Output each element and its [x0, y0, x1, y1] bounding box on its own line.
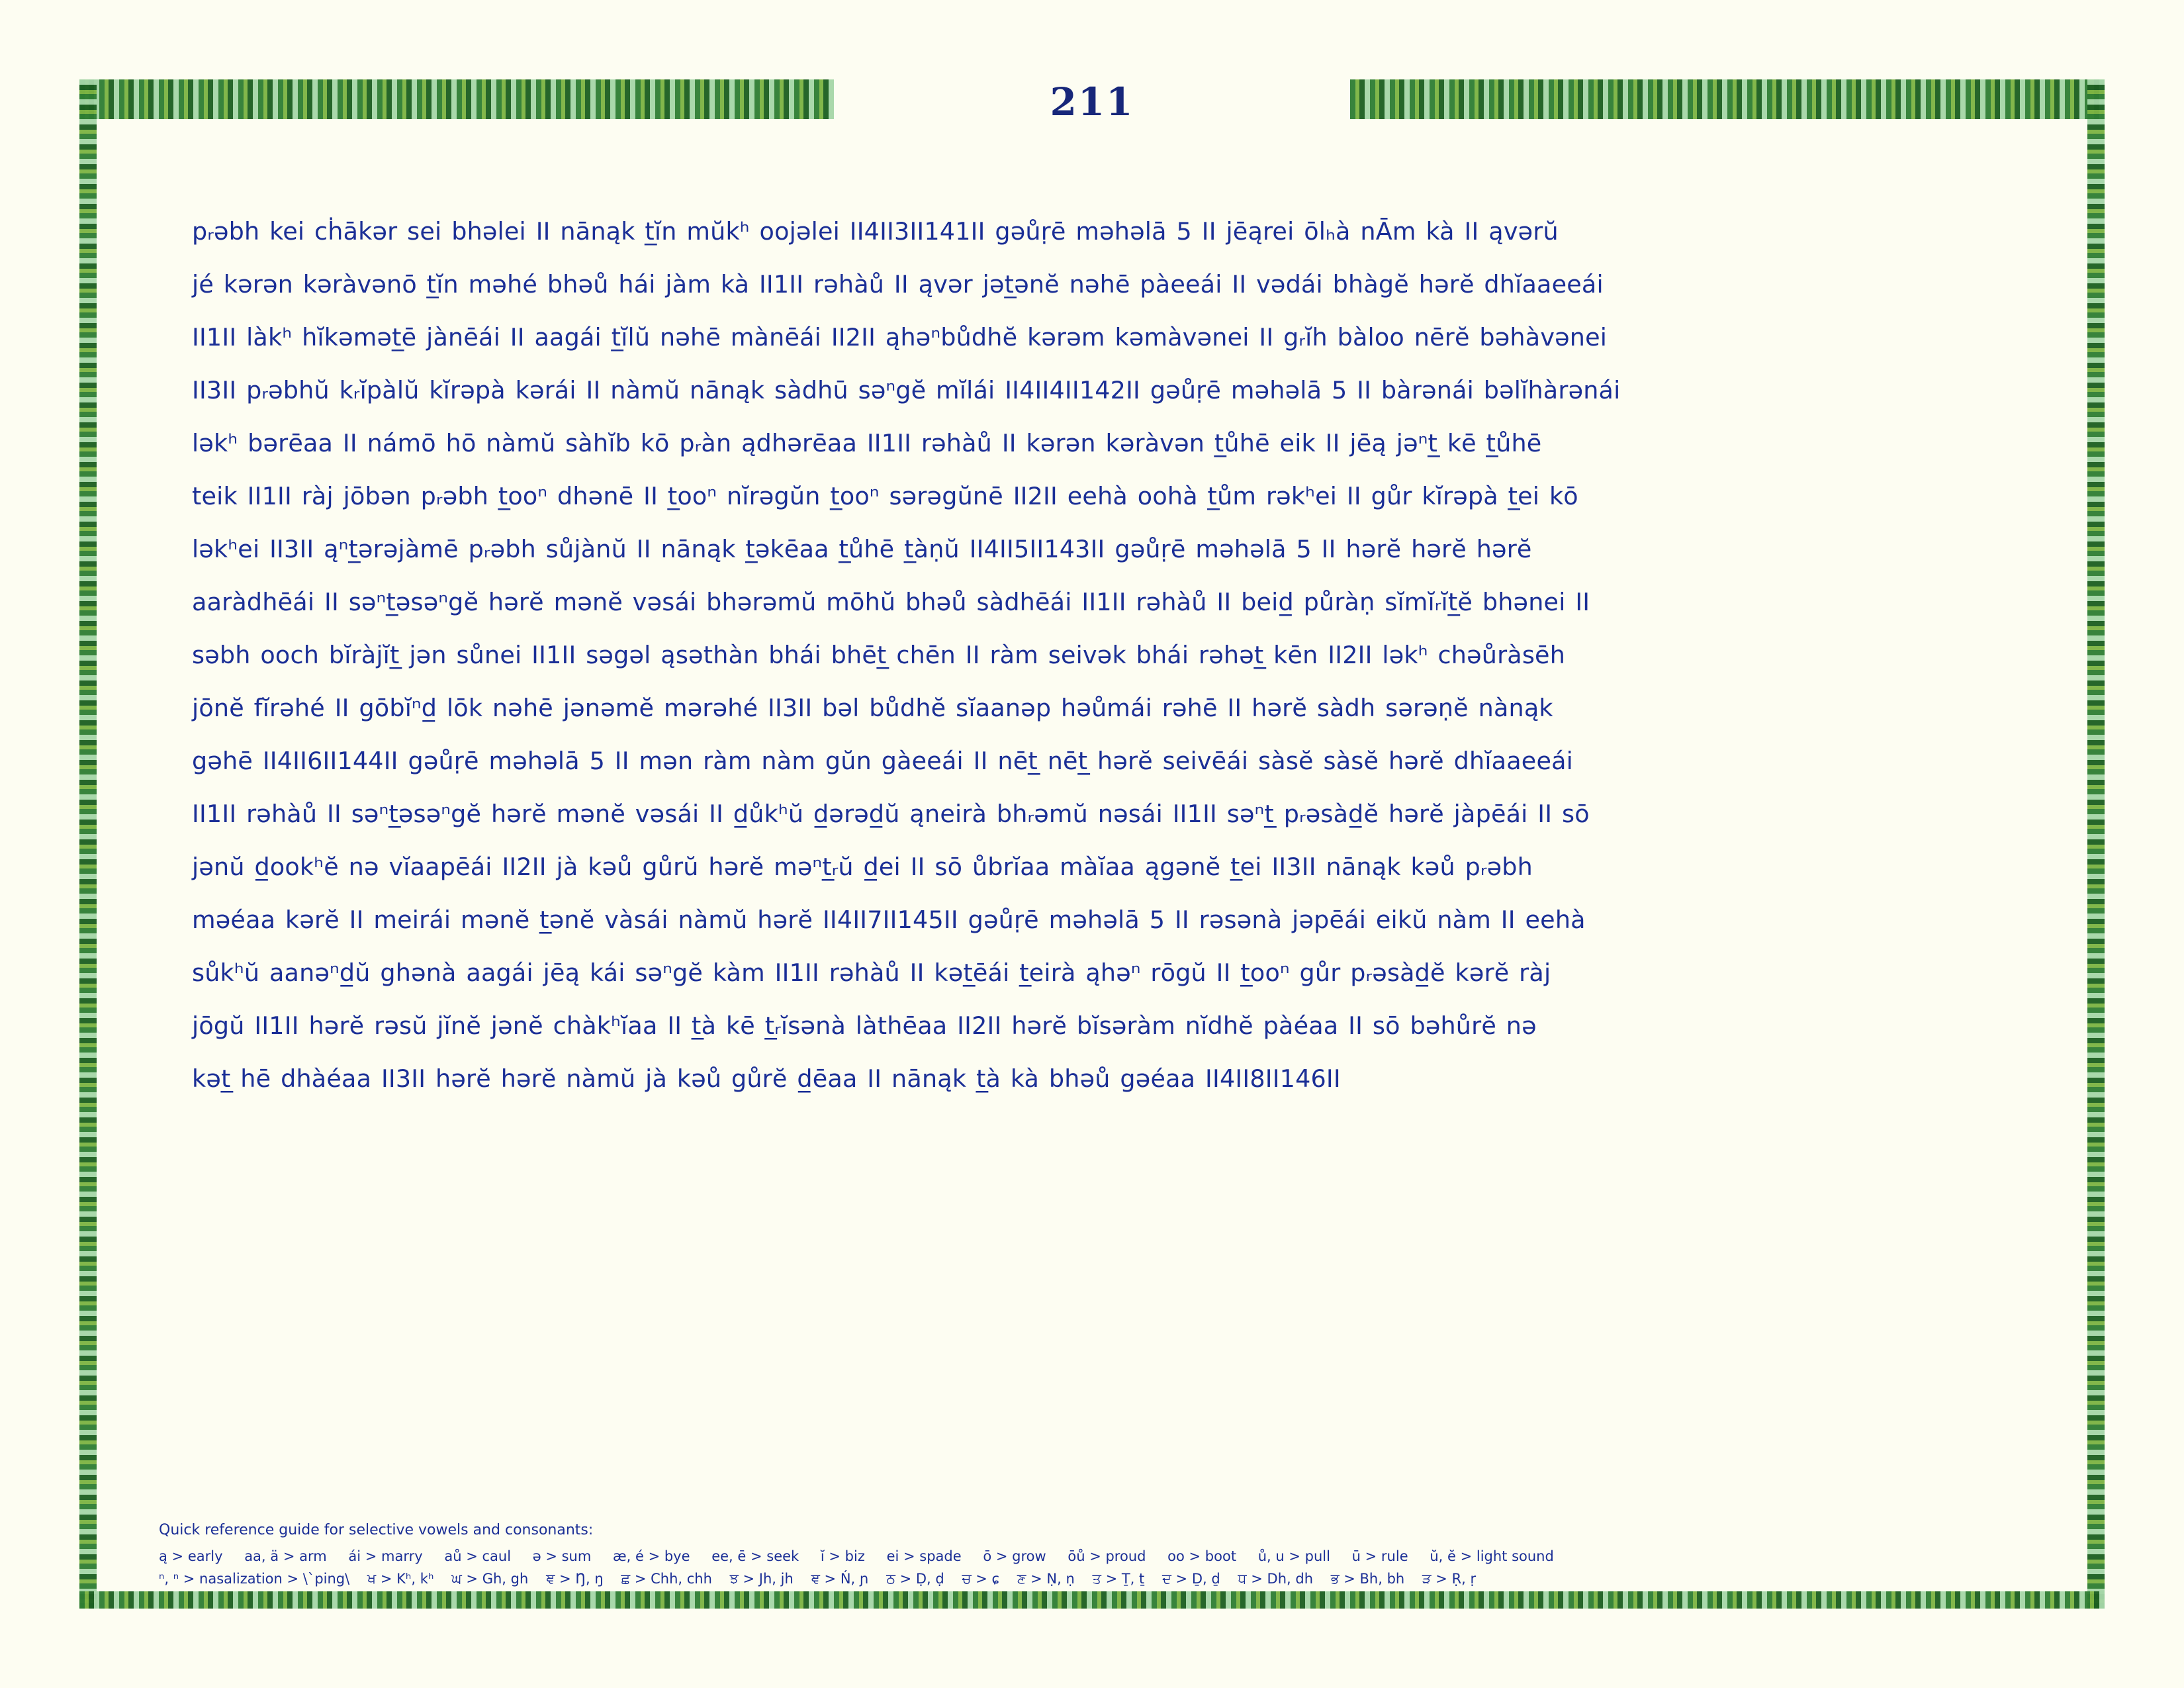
text-line: teik II1II ràj jōbən pᵣəbh t̲ooⁿ dhənē II t̲ooⁿ nĭrəgŭn t̲ooⁿ sərəgŭnē II2II eehà oohà t̲ům rəkʰei II gůr kĭrəpà t̲ei kō [192, 482, 1578, 510]
reference-cell: ਞ > Ŋ, ŋ [545, 1571, 604, 1587]
reference-cell: ਘ > Gh, gh [451, 1571, 529, 1587]
reference-cell: ą > early [159, 1548, 223, 1564]
quick-reference-title: Quick reference guide for selective vowels and consonants: [159, 1522, 594, 1538]
reference-cell: ái > marry [348, 1548, 423, 1564]
reference-cell: ਣ > Ṇ, ṇ [1017, 1571, 1075, 1587]
text-line: II1II làkʰ hĭkəmət̲ē jànēái II aagái t̲ĭlŭ nəhē mànēái II2II ąhəⁿbůdhĕ kərəm kəmàvənei II gᵣĭh bàloo nērĕ bəhàvənei [192, 323, 1608, 352]
reference-cell: ū > rule [1351, 1548, 1408, 1564]
reference-cell: ਚ > ɕ [962, 1571, 1000, 1587]
text-line: səbh ooch bĭràjĭt̲ jən sůnei II1II səgəl ąsəthàn bhái bhēt̲ chēn II ràm seivək bhái rəhət̲ kēn II2II ləkʰ chəůràsēh [192, 641, 1566, 669]
reference-cell: oo > boot [1167, 1548, 1237, 1564]
text-line: II3II pᵣəbhŭ kᵣĭpàlŭ kĭrəpà kərái II nàmŭ nānąk sàdhū səⁿgĕ mĭlái II4II4II142II gəůṛē məhəlā 5 II bàrənái bəlĭhàrənái [192, 376, 1621, 404]
reference-cell: ee, ē > seek [711, 1548, 799, 1564]
reference-cell: ōů > proud [1068, 1548, 1146, 1564]
reference-cell: ਞ > Ń, ɲ [811, 1571, 869, 1587]
quick-reference-guide [159, 1522, 2065, 1590]
reference-cell: ů, u > pull [1257, 1548, 1330, 1564]
text-line: sůkʰŭ aanəⁿd̲ŭ ghənà aagái jēą kái səⁿgĕ kàm II1II rəhàů II kət̲ēái t̲eirà ąhəⁿ rōgŭ II t̲ooⁿ gůr pᵣəsàd̲ĕ kərĕ ràj [192, 959, 1551, 987]
text-line: kət̲ hē dhàéaa II3II hərĕ hərĕ nàmŭ jà kəů gůrĕ d̲ēaa II nānąk t̲à kà bhəů gəéaa II4II8II146II [192, 1064, 1341, 1093]
text-line: gəhē II4II6II144II gəůṛē məhəlā 5 II mən ràm nàm gŭn gàeeái II nēt̲ nēt̲ hərĕ seivēái sàsĕ sàsĕ hərĕ dhĭaaeeái [192, 747, 1574, 775]
reference-cell: ਖ > Kʰ, kʰ [367, 1571, 434, 1587]
reference-cell: ⁿ, ⁿ > nasalization > \`ping\ [159, 1571, 350, 1587]
text-line: jé kərən kəràvənō t̲ĭn məhé bhəů hái jàm kà II1II rəhàů II ąvər jət̲ənĕ nəhē pàeeái II vədái bhàgĕ hərĕ dhĭaaeeái [192, 270, 1604, 299]
reference-cell: ੜ > Ṛ, ṛ [1422, 1571, 1477, 1587]
reference-cell: ਭ > Bh, bh [1330, 1571, 1405, 1587]
reference-cell: ਤ > Ṯ, ṯ [1092, 1571, 1145, 1587]
page-number: 211 [1050, 79, 1134, 124]
reference-cell: ਧ > Dh, dh [1238, 1571, 1314, 1587]
reference-cell: aa, ä > arm [244, 1548, 327, 1564]
reference-cell: ਛ > Chh, chh [621, 1571, 712, 1587]
text-line: jənŭ d̲ookʰĕ nə vĭaapēái II2II jà kəů gůrŭ hərĕ məⁿt̲ᵣŭ d̲ei II sō ůbrĭaa màĭaa ągənĕ t̲ei II3II nānąk kəů pᵣəbh [192, 853, 1533, 881]
text-line: ləkʰ bərēaa II námō hō nàmŭ sàhĭb kō pᵣàn ądhərēaa II1II rəhàů II kərən kəràvən t̲ůhē eik II jēą jəⁿt̲ kē t̲ůhē [192, 429, 1542, 457]
text-line: məéaa kərĕ II meirái mənĕ t̲ənĕ vàsái nàmŭ hərĕ II4II7II145II gəůṛē məhəlā 5 II rəsənà jəpēái eikŭ nàm II eehà [192, 906, 1586, 934]
reference-cell: ਠ > Ḍ, ḍ [886, 1571, 944, 1587]
reference-cell: æ, é > bye [613, 1548, 690, 1564]
reference-cell: ĭ > biz [820, 1548, 865, 1564]
reference-cell: ŭ, ĕ > light sound [1430, 1548, 1554, 1564]
text-line: jōnĕ fĭrəhé II gōbĭⁿd̲ lōk nəhē jənəmĕ mərəhé II3II bəl bůdhĕ sĭaanəp həůmái rəhē II hərĕ sàdh sərəṇĕ nànąk [192, 694, 1553, 722]
text-line: pᵣəbh kei cḣākər sei bhəlei II nānąk t̲ĭn mŭkʰ oojəlei II4II3II141II gəůṛē məhəlā 5 II jēąrei ōlₕà nĀm kà II ąvərŭ [192, 217, 1559, 246]
reference-cell: ə > sum [532, 1548, 592, 1564]
text-line: aaràdhēái II səⁿt̲əsəⁿgĕ hərĕ mənĕ vəsái bhərəmŭ mōhŭ bhəů sàdhēái II1II rəhàů II beid̲ půràṇ sĭmĭᵣĭt̲ĕ bhənei II [192, 588, 1590, 616]
text-line: ləkʰei II3II ąⁿt̲ərəjàmē pᵣəbh sůjànŭ II nānąk t̲əkēaa t̲ůhē t̲àṇŭ II4II5II143II gəůṛē məhəlā 5 II hərĕ hərĕ hərĕ [192, 535, 1532, 563]
quick-reference-vowels-row [159, 1545, 2065, 1568]
decorative-border-left [79, 79, 97, 1609]
text-line: II1II rəhàů II səⁿt̲əsəⁿgĕ hərĕ mənĕ vəsái II d̲ůkʰŭ d̲ərəd̲ŭ ąneirà bhᵣəmŭ nəsái II1II səⁿt̲ pᵣəsàd̲ĕ hərĕ jàpēái II sō [192, 800, 1590, 828]
reference-cell: aů > caul [444, 1548, 512, 1564]
quick-reference-consonants-row [159, 1568, 2065, 1590]
decorative-border-right [2087, 79, 2105, 1609]
reference-cell: ਦ > Ḏ, ḏ [1161, 1571, 1220, 1587]
text-line: jōgŭ II1II hərĕ rəsŭ jĭnĕ jənĕ chàkʰĭaa II t̲à kē t̲ᵣĭsənà làthēaa II2II hərĕ bĭsəràm nĭdhĕ pàéaa II sō bəhůrĕ nə [192, 1011, 1537, 1040]
reference-cell: ei > spade [886, 1548, 962, 1564]
reference-cell: ō > grow [983, 1548, 1046, 1564]
decorative-border-bottom [79, 1591, 2105, 1609]
reference-cell: ਝ > Jh, jh [729, 1571, 794, 1587]
scripture-text-body [192, 205, 2019, 1105]
